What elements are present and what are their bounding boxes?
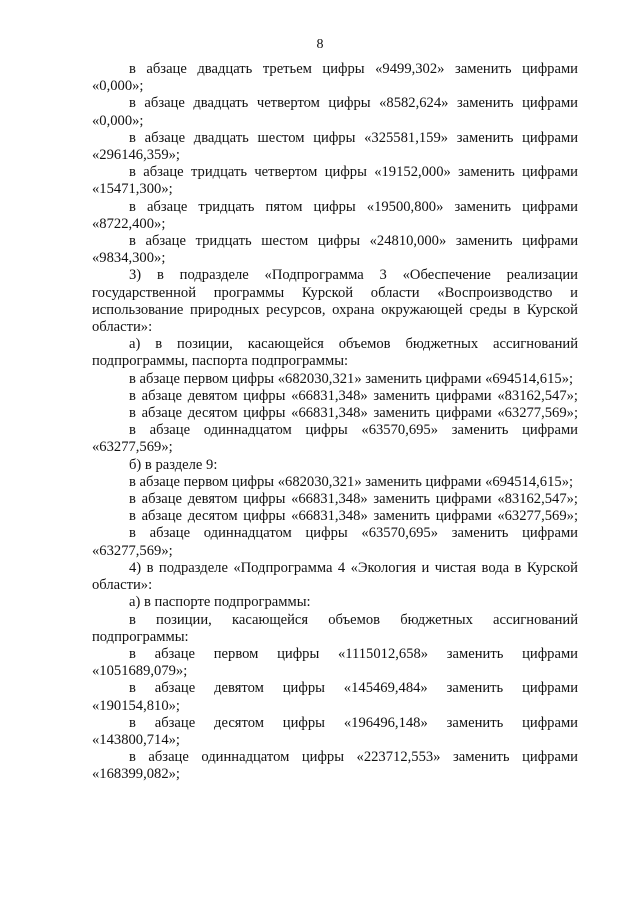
paragraph: в абзаце девятом цифры «145469,484» заменить цифрами «190154,810»; bbox=[92, 680, 578, 714]
paragraph: в абзаце первом цифры «682030,321» заменить цифрами «694514,615»; bbox=[129, 473, 574, 490]
paragraph: в абзаце двадцать третьем цифры «9499,302» заменить цифрами «0,000»; bbox=[92, 61, 578, 95]
paragraph: а) в паспорте подпрограммы: bbox=[129, 594, 311, 611]
paragraph: в абзаце десятом цифры «66831,348» заменить цифрами «63277,569»; bbox=[129, 405, 578, 422]
subsection-heading: 4) в подразделе «Подпрограмма 4 «Экология и чистая вода в Курской области»: bbox=[92, 559, 578, 594]
paragraph: в абзаце десятом цифры «66831,348» заменить цифрами «63277,569»; bbox=[129, 508, 578, 525]
paragraph: в абзаце одиннадцатом цифры «63570,695» заменить цифрами «63277,569»; bbox=[92, 525, 578, 559]
document-body bbox=[92, 61, 578, 784]
paragraph: в абзаце тридцать пятом цифры «19500,800» заменить цифрами «8722,400»; bbox=[92, 198, 578, 232]
paragraph: а) в позиции, касающейся объемов бюджетных ассигнований подпрограммы, паспорта подпрограммы: bbox=[92, 336, 578, 370]
paragraph: в абзаце тридцать шестом цифры «24810,000» заменить цифрами «9834,300»; bbox=[92, 233, 578, 267]
page-number: 8 bbox=[316, 37, 324, 52]
paragraph: в абзаце первом цифры «1115012,658» заменить цифрами «1051689,079»; bbox=[92, 645, 578, 680]
paragraph: в абзаце двадцать шестом цифры «325581,159» заменить цифрами «296146,359»; bbox=[92, 129, 578, 164]
paragraph: б) в разделе 9: bbox=[129, 456, 218, 473]
paragraph: в абзаце девятом цифры «66831,348» заменить цифрами «83162,547»; bbox=[129, 387, 578, 404]
paragraph: в абзаце одиннадцатом цифры «63570,695» заменить цифрами «63277,569»; bbox=[92, 422, 578, 456]
paragraph: в абзаце девятом цифры «66831,348» заменить цифрами «83162,547»; bbox=[129, 491, 578, 508]
paragraph: в абзаце первом цифры «682030,321» заменить цифрами «694514,615»; bbox=[129, 370, 574, 387]
paragraph: в абзаце одиннадцатом цифры «223712,553» заменить цифрами «168399,082»; bbox=[92, 749, 578, 783]
paragraph: в абзаце двадцать четвертом цифры «8582,624» заменить цифрами «0,000»; bbox=[92, 95, 578, 129]
paragraph: в позиции, касающейся объемов бюджетных ассигнований подпрограммы: bbox=[92, 611, 578, 645]
paragraph: в абзаце тридцать четвертом цифры «19152,000» заменить цифрами «15471,300»; bbox=[92, 164, 578, 198]
subsection-heading: 3) в подразделе «Подпрограмма 3 «Обеспечение реализации государственной программы Курской области «Воспроизводство и использование природных ресурсов, охрана окружающей среды в Курской области»: bbox=[92, 267, 578, 336]
paragraph: в абзаце десятом цифры «196496,148» заменить цифрами «143800,714»; bbox=[92, 714, 578, 748]
